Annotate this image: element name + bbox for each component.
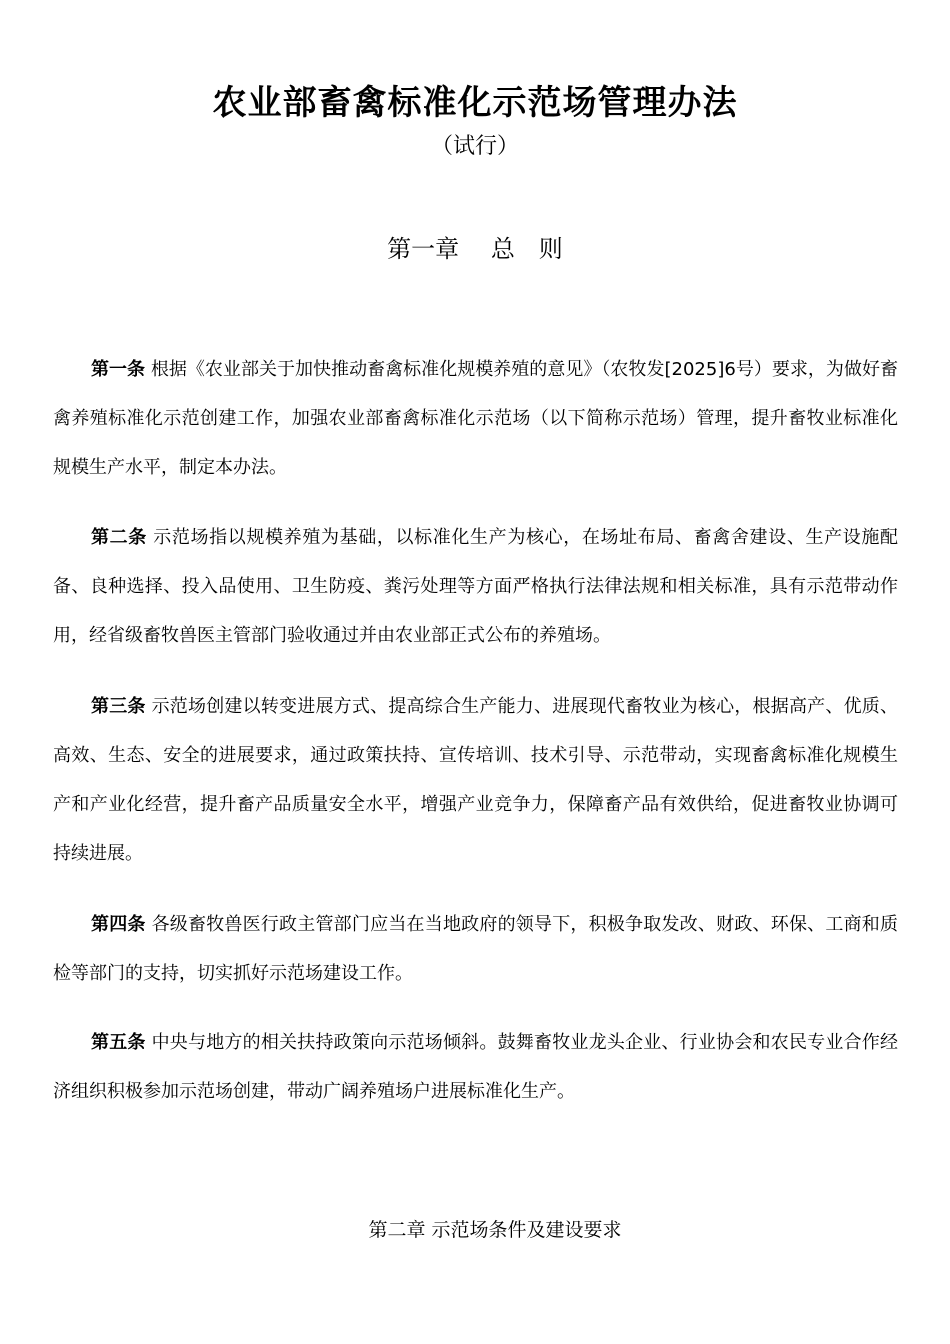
chapter-1-heading: [0, 230, 950, 268]
article-4-label: 第四条: [91, 914, 146, 935]
chapter-1-name: 总 则: [490, 235, 563, 263]
chapter-2-number: 第二章: [368, 1219, 426, 1241]
article-4-text: 各级畜牧兽医行政主管部门应当在当地政府的领导下，积极争取发改、财政、环保、工商和质检等部门的支持，切实抓好示范场建设工作。: [53, 914, 899, 984]
article-3-label: 第三条: [91, 696, 146, 717]
chapter-2-heading: [0, 1213, 950, 1247]
article-2-label: 第二条: [91, 527, 147, 548]
chapter-1-number: 第一章: [387, 235, 460, 263]
article-5: [53, 1018, 898, 1116]
article-1-label: 第一条: [91, 359, 146, 380]
article-3-text: 示范场创建以转变进展方式、提高综合生产能力、进展现代畜牧业为核心，根据高产、优质、高效、生态、安全的进展要求，通过政策扶持、宣传培训、技术引导、示范带动，实现畜禽标准化规模生产和产业化经营，提升畜产品质量安全水平，增强产业竞争力，保障畜产品有效供给，促进畜牧业协调可持续进展。: [53, 696, 899, 864]
document-subtitle: （试行）: [430, 134, 519, 159]
article-3: [53, 682, 898, 878]
chapter-2-name: 示范场条件及建设要求: [431, 1219, 622, 1241]
article-2-text: 示范场指以规模养殖为基础，以标准化生产为核心，在场址布局、畜禽舍建设、生产设施配备、良种选择、投入品使用、卫生防疫、粪污处理等方面严格执行法律法规和相关标准，具有示范带动作用，经省级畜牧兽医主管部门验收通过并由农业部正式公布的养殖场。: [53, 527, 899, 646]
article-1: [53, 345, 898, 492]
document-title: 农业部畜禽标准化示范场管理办法: [212, 83, 738, 123]
article-4: [53, 900, 898, 998]
article-1-text: 根据《农业部关于加快推动畜禽标准化规模养殖的意见》（农牧发[2025]6号）要求，为做好畜禽养殖标准化示范创建工作，加强农业部畜禽标准化示范场（以下简称示范场）管理，提升畜牧业标准化规模生产水平，制定本办法。: [53, 359, 899, 478]
article-2: [53, 513, 898, 660]
article-5-text: 中央与地方的相关扶持政策向示范场倾斜。鼓舞畜牧业龙头企业、行业协会和农民专业合作经济组织积极参加示范场创建，带动广阔养殖场户进展标准化生产。: [53, 1032, 899, 1102]
article-5-label: 第五条: [91, 1032, 146, 1053]
